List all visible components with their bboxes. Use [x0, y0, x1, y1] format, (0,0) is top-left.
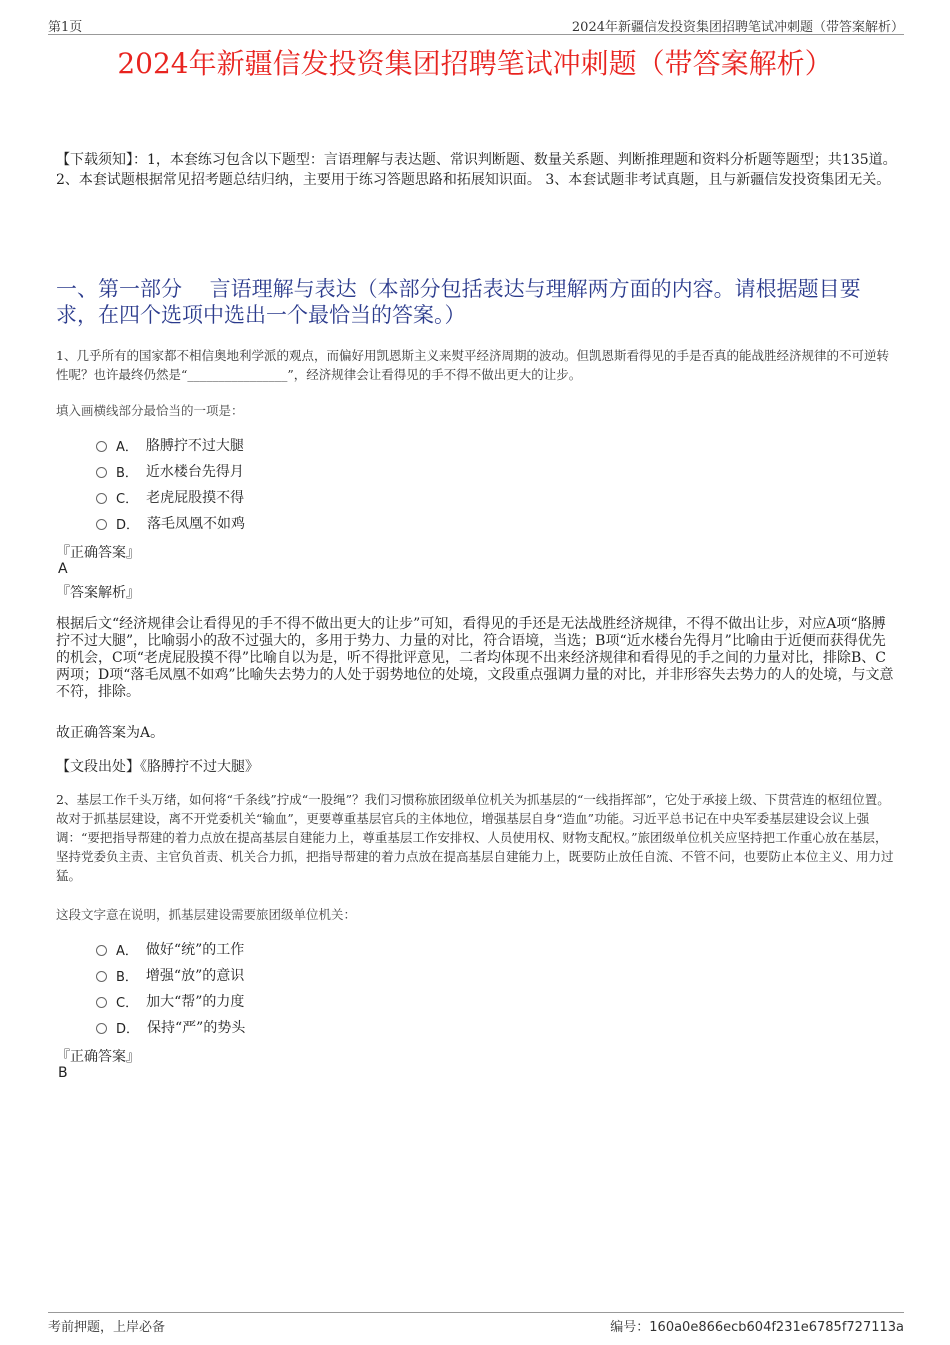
q1-source: 【文段出处】《胳膊拧不过大腿》 [56, 759, 259, 775]
question-2-text: 2、基层工作千头万绪，如何将“千条线”拧成“一股绳”？我们习惯称旅团级单位机关为抓基层的“一线指挥部”，它处于承接上级、下贯营连的枢纽位置。故对于抓基层建设，离不开党委机关“输血”，更要尊重基层官兵的主体地位，增强基层自身“造血”功能。习近平总书记在中央军委基层建设会议上强调：“要把指导帮建的着力点放在提高基层自建能力上，尊重基层工作安排权、人员使用权、财物支配权。”旅团级单位机关应坚持把工作重心放在基层，坚持党委负主责、主官负首责、机关合力抓，把指导帮建的着力点放在提高基层自建能力上，既要防止放任自流、不管不问，也要防止本位主义、用力过猛。 [56, 792, 894, 883]
q2-option-d[interactable]: D． 保持“严”的势头 [96, 1014, 596, 1040]
q1-option-b[interactable]: B． 近水楼台先得月 [96, 458, 596, 484]
q1-analysis-label: 『答案解析』 [56, 585, 140, 601]
option-text: 落毛凤凰不如鸡 [147, 516, 246, 532]
page-footer [48, 1312, 904, 1335]
radio-icon[interactable] [96, 971, 107, 982]
q2-correct-answer-label: 『正确答案』 [56, 1049, 140, 1065]
radio-icon[interactable] [96, 493, 107, 504]
radio-icon[interactable] [96, 441, 107, 452]
question-2-prompt: 这段文字意在说明，抓基层建设需要旅团级单位机关： [56, 907, 357, 922]
option-text: 胳膊拧不过大腿 [145, 438, 244, 454]
radio-icon[interactable] [96, 1023, 107, 1034]
section-heading: 一、第一部分 言语理解与表达（本部分包括表达与理解两方面的内容。请根据题目要求，在四个选项中选出一个最恰当的答案。） [56, 277, 861, 327]
q1-conclusion: 故正确答案为A。 [56, 725, 165, 741]
q2-correct-answer: B [58, 1065, 68, 1081]
radio-icon[interactable] [96, 519, 107, 530]
option-text: 做好“统”的工作 [145, 942, 245, 958]
option-text: 近水楼台先得月 [145, 464, 244, 480]
footer-code: 160a0e866ecb604f231e6785f727113a [649, 1320, 904, 1335]
option-text: 增强“放”的意识 [145, 968, 245, 984]
q1-correct-answer-label: 『正确答案』 [56, 545, 140, 561]
option-text: 老虎屁股摸不得 [146, 490, 245, 506]
footer-slogan: 考前押题，上岸必备 [48, 1320, 166, 1335]
radio-icon[interactable] [96, 945, 107, 956]
radio-icon[interactable] [96, 467, 107, 478]
document-title: 2024年新疆信发投资集团招聘笔试冲刺题（带答案解析） [117, 47, 833, 80]
question-1-text: 1、几乎所有的国家都不相信奥地利学派的观点，而偏好用凯恩斯主义来熨平经济周期的波动。但凯恩斯看得见的手是否真的能战胜经济规律的不可逆转性呢？也许最终仍然是“________________”，经济规律会让看得见的手不得不做出更大的让步。 [56, 348, 889, 382]
header-doc-name: 2024年新疆信发投资集团招聘笔试冲刺题（带答案解析） [571, 20, 904, 35]
question-2-options [96, 936, 596, 1040]
page-number: 第1页 [48, 20, 83, 35]
question-1-options [96, 432, 596, 536]
q1-option-d[interactable]: D． 落毛凤凰不如鸡 [96, 510, 596, 536]
option-text: 加大“帮”的力度 [146, 994, 245, 1010]
q1-option-c[interactable]: C． 老虎屁股摸不得 [96, 484, 596, 510]
q2-option-a[interactable]: A． 做好“统”的工作 [96, 936, 596, 962]
option-text: 保持“严”的势头 [147, 1020, 246, 1036]
radio-icon[interactable] [96, 997, 107, 1008]
footer-code-block [610, 1316, 904, 1335]
page-header [48, 14, 904, 35]
question-1-prompt: 填入画横线部分最恰当的一项是： [56, 403, 244, 418]
download-notice: 【下载须知】：1，本套练习包含以下题型：言语理解与表达题、常识判断题、数量关系题、判断推理题和资料分析题等题型；共135道。 2、本套试题根据常见招考题总结归纳，主要用于练习答题思路和拓展知识面。 3、本套试题非考试真题，且与新疆信发投资集团无关。 [56, 152, 897, 188]
q1-option-a[interactable]: A． 胳膊拧不过大腿 [96, 432, 596, 458]
q2-option-b[interactable]: B． 增强“放”的意识 [96, 962, 596, 988]
q2-option-c[interactable]: C． 加大“帮”的力度 [96, 988, 596, 1014]
q1-analysis-text: 根据后文“经济规律会让看得见的手不得不做出更大的让步”可知，看得见的手还是无法战胜经济规律，不得不做出让步，对应A项“胳膊拧不过大腿”，比喻弱小的敌不过强大的，多用于势力、力量的对比，符合语境，当选；B项“近水楼台先得月”比喻由于近便而获得优先的机会，C项“老虎屁股摸不得”比喻自以为是，听不得批评意见，二者均体现不出来经济规律和看得见的手之间的力量对比，排除B、C两项；D项“落毛凤凰不如鸡”比喻失去势力的人处于弱势地位的处境，文段重点强调力量的对比，并非形容失去势力的人的处境，与文意不符，排除。 [56, 616, 894, 700]
footer-code-label: 编号： [610, 1320, 650, 1335]
q1-correct-answer: A [58, 561, 68, 577]
